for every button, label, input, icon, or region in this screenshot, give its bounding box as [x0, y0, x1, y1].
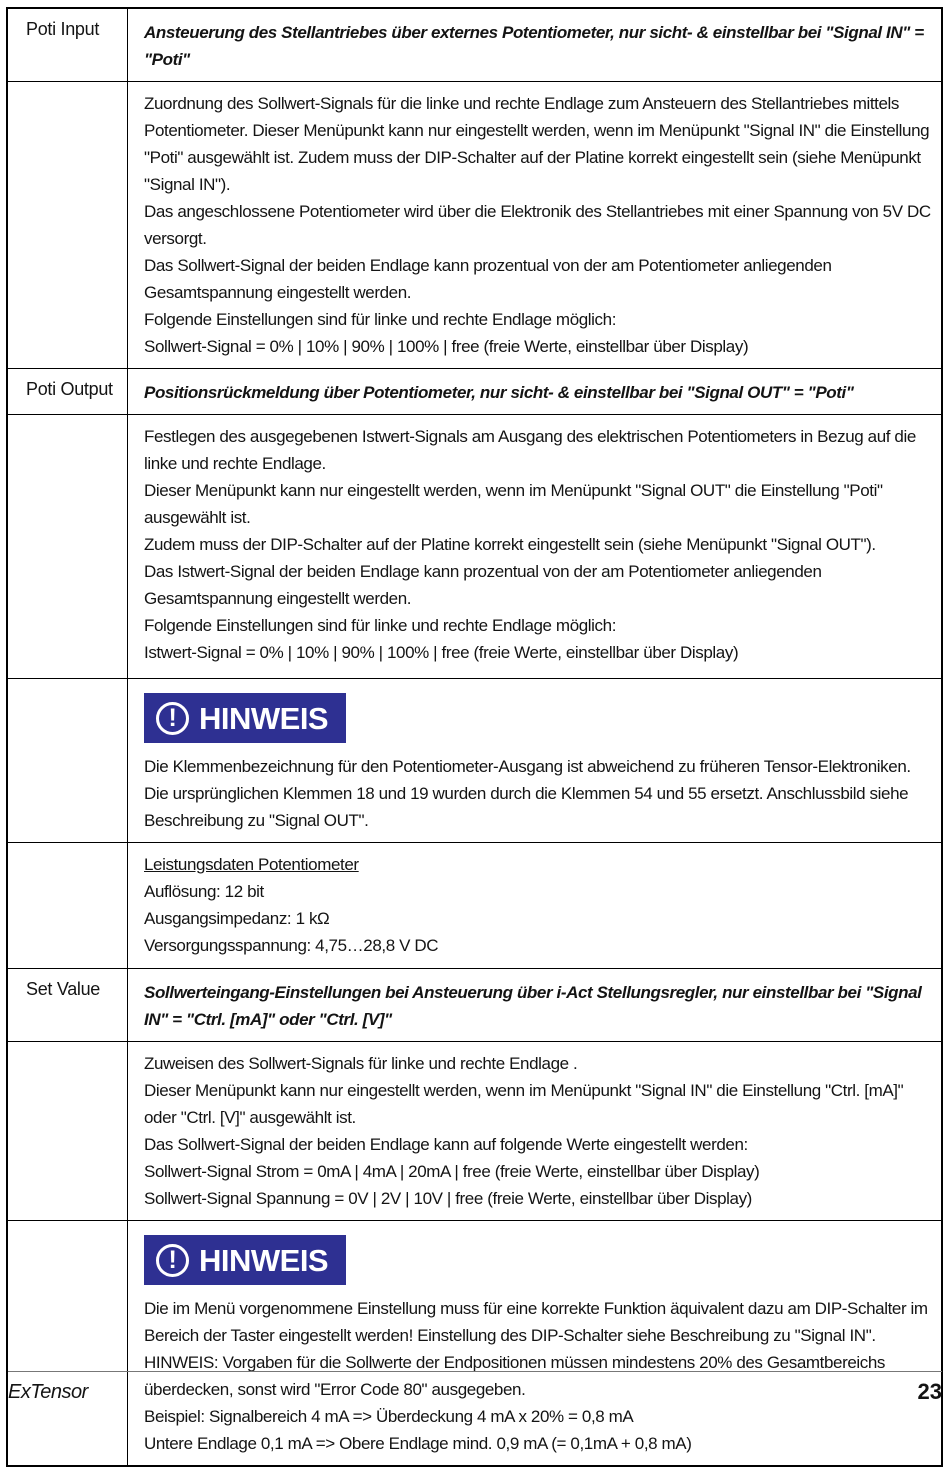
exclamation-icon: ! [156, 1244, 189, 1277]
row-body-cell [128, 1221, 941, 1465]
row-label-cell [8, 9, 128, 81]
row-label-cell [8, 1042, 128, 1220]
hinweis-badge [144, 1235, 346, 1285]
body-paragraph: Zudem muss der DIP-Schalter auf der Platine korrekt eingestellt sein (siehe Menüpunkt "Signal OUT"). [144, 535, 876, 554]
row-label-cell [8, 679, 128, 842]
row-label-cell [8, 415, 128, 678]
row-label-cell [8, 843, 128, 968]
section-heading: Leistungsdaten Potentiometer [144, 855, 359, 874]
body-paragraph: Sollwert-Signal Spannung = 0V | 2V | 10V | free (freie Werte, einstellbar über Display) [144, 1189, 752, 1208]
row-header-text: Sollwerteingang-Einstellungen bei Ansteuerung über i-Act Stellungsregler, nur einstellbar bei "Signal IN" = "Ctrl. [mA]" oder "Ctrl. [V]" [144, 983, 922, 1029]
row-label-cell [8, 1221, 128, 1465]
footer-divider [8, 1371, 942, 1372]
spec-line: Auflösung: 12 bit [144, 882, 264, 901]
row-header-text: Ansteuerung des Stellantriebes über externes Potentiometer, nur sicht- & einstellbar bei "Signal IN" = "Poti" [144, 23, 924, 69]
body-paragraph: Das Sollwert-Signal der beiden Endlage kann prozentual von der am Potentiometer anliegenden Gesamtspannung eingestellt werden. [144, 256, 832, 302]
body-paragraph: Das Sollwert-Signal der beiden Endlage kann auf folgende Werte eingestellt werden: [144, 1135, 748, 1154]
body-paragraph: Beispiel: Signalbereich 4 mA => Überdeckung 4 mA x 20% = 0,8 mA [144, 1407, 634, 1426]
settings-table [6, 7, 943, 1467]
spec-line: Ausgangsimpedanz: 1 kΩ [144, 909, 330, 928]
body-paragraph: Die im Menü vorgenommene Einstellung muss für eine korrekte Funktion äquivalent dazu am DIP-Schalter im Bereich der Taster eingestellt werden! Einstellung des DIP-Schalter siehe Beschreibung zu "Signal IN". [144, 1299, 928, 1345]
body-paragraph: HINWEIS: Vorgaben für die Sollwerte der Endpositionen müssen mindestens 20% des Gesamtbereichs überdecken, sonst wird "Error Code 80" ausgegeben. [144, 1353, 886, 1399]
body-paragraph: Dieser Menüpunkt kann nur eingestellt werden, wenn im Menüpunkt "Signal IN" die Einstellung "Ctrl. [mA]" oder "Ctrl. [V]" ausgewählt ist. [144, 1081, 904, 1127]
row-header-cell [128, 9, 941, 81]
body-paragraph: Folgende Einstellungen sind für linke und rechte Endlage möglich: [144, 310, 617, 329]
body-paragraph: Sollwert-Signal = 0% | 10% | 90% | 100% | free (freie Werte, einstellbar über Display) [144, 337, 749, 356]
table-row [8, 9, 941, 81]
body-paragraph: Die Klemmenbezeichnung für den Potentiometer-Ausgang ist abweichend zu früheren Tensor-Elektroniken. Die ursprünglichen Klemmen 18 und 19 wurden durch die Klemmen 54 und 55 ersetzt. Anschlussbild siehe Beschreibung zu "Signal OUT". [144, 757, 911, 830]
body-paragraph: Untere Endlage 0,1 mA => Obere Endlage mind. 0,9 mA (= 0,1mA + 0,8 mA) [144, 1434, 692, 1453]
row-body-cell [128, 1042, 941, 1220]
footer-product-name: ExTensor [8, 1381, 88, 1403]
footer-page-number: 23 [917, 1379, 942, 1404]
row-label-cell [8, 969, 128, 1041]
table-row [8, 968, 941, 1041]
hinweis-badge [144, 693, 346, 743]
body-paragraph: Folgende Einstellungen sind für linke und rechte Endlage möglich: [144, 616, 617, 635]
exclamation-icon: ! [156, 702, 189, 735]
row-label: Poti Input [26, 19, 100, 39]
row-body-cell [128, 82, 941, 368]
body-paragraph: Das Istwert-Signal der beiden Endlage kann prozentual von der am Potentiometer anliegenden Gesamtspannung eingestellt werden. [144, 562, 822, 608]
body-paragraph: Festlegen des ausgegebenen Istwert-Signals am Ausgang des elektrischen Potentiometers in Bezug auf die linke und rechte Endlage. [144, 427, 916, 473]
table-row [8, 1041, 941, 1220]
table-row [8, 414, 941, 678]
table-row [8, 678, 941, 842]
row-label-cell [8, 369, 128, 414]
table-row [8, 842, 941, 968]
table-row [8, 1220, 941, 1465]
row-header-cell [128, 969, 941, 1041]
table-row [8, 368, 941, 414]
body-paragraph: Istwert-Signal = 0% | 10% | 90% | 100% | free (freie Werte, einstellbar über Display) [144, 643, 739, 662]
hinweis-label: HINWEIS [199, 700, 329, 736]
hinweis-label: HINWEIS [199, 1242, 329, 1278]
body-paragraph: Dieser Menüpunkt kann nur eingestellt werden, wenn im Menüpunkt "Signal OUT" die Einstellung "Poti" ausgewählt ist. [144, 481, 883, 527]
body-paragraph: Sollwert-Signal Strom = 0mA | 4mA | 20mA | free (freie Werte, einstellbar über Display) [144, 1162, 760, 1181]
body-paragraph: Das angeschlossene Potentiometer wird über die Elektronik des Stellantriebes mit einer Spannung von 5V DC versorgt. [144, 202, 931, 248]
row-body-cell [128, 843, 941, 968]
row-label-cell [8, 82, 128, 368]
row-body-cell [128, 415, 941, 678]
row-header-cell [128, 369, 941, 414]
row-label: Poti Output [26, 379, 113, 399]
body-paragraph: Zuordnung des Sollwert-Signals für die linke und rechte Endlage zum Ansteuern des Stellantriebes mittels Potentiometer. Dieser Menüpunkt kann nur eingestellt werden, wenn im Menüpunkt "Signal IN" die Einstellung "Poti" ausgewählt ist. Zudem muss der DIP-Schalter auf der Platine korrekt eingestellt sein (siehe Menüpunkt "Signal IN"). [144, 94, 930, 194]
row-body-cell [128, 679, 941, 842]
row-label: Set Value [26, 979, 101, 999]
table-row [8, 81, 941, 368]
row-header-text: Positionsrückmeldung über Potentiometer, nur sicht- & einstellbar bei "Signal OUT" = "Poti" [144, 383, 854, 402]
spec-line: Versorgungsspannung: 4,75…28,8 V DC [144, 936, 439, 955]
body-paragraph: Zuweisen des Sollwert-Signals für linke und rechte Endlage . [144, 1054, 578, 1073]
